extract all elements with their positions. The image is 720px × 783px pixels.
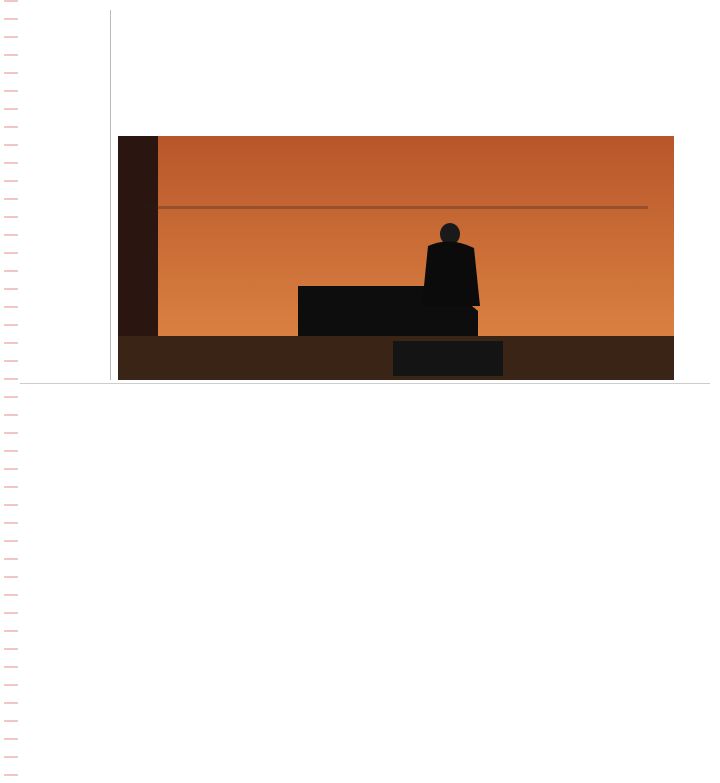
section-divider: [20, 383, 710, 384]
article-body-top: [0, 388, 612, 778]
intro-text-block: [0, 10, 118, 375]
concert-photo: [118, 136, 674, 380]
choir-illustration: [118, 136, 674, 380]
column-divider: [110, 10, 111, 380]
